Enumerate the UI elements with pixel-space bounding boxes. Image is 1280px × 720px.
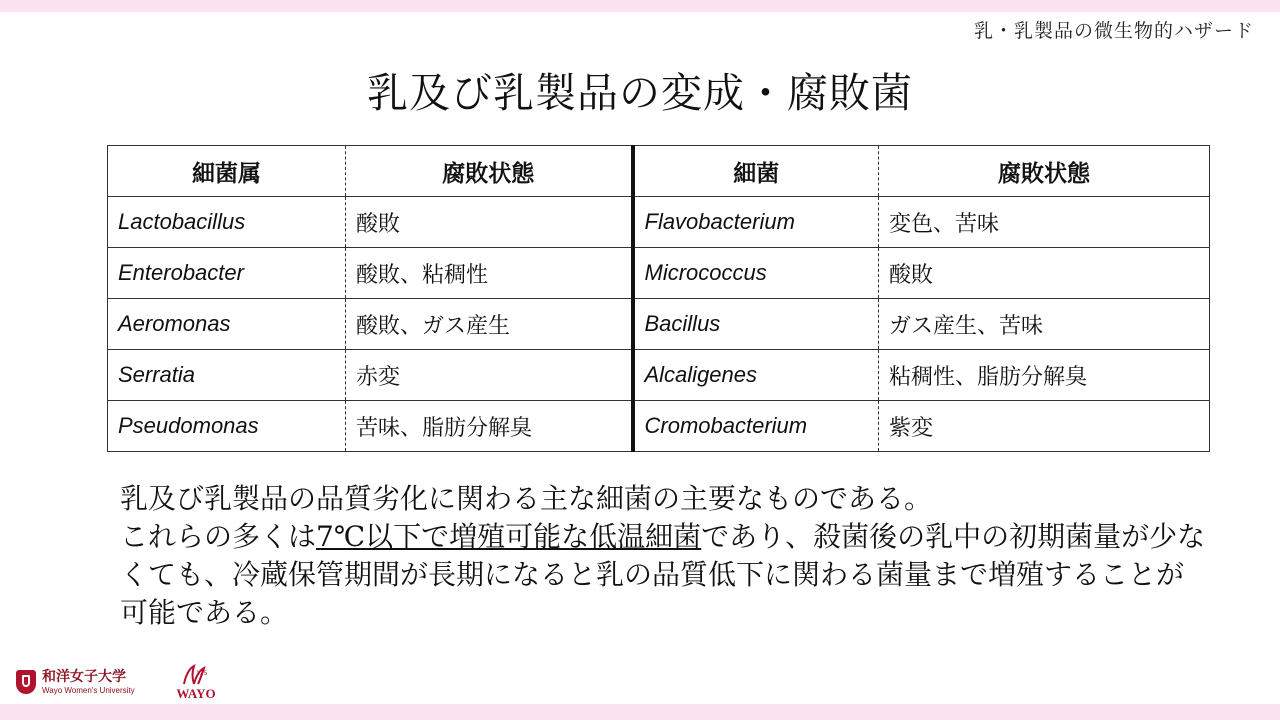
genus-cell: Lactobacillus bbox=[108, 197, 346, 248]
body-line-1: 乳及び乳製品の品質劣化に関わる主な細菌の主要なものである。 bbox=[120, 482, 933, 515]
genus-cell: Flavobacterium bbox=[633, 197, 879, 248]
body-line-2-pre: これらの多くは bbox=[120, 520, 317, 553]
wayo-wordmark: WAYO bbox=[176, 686, 216, 701]
genus-cell: Enterobacter bbox=[108, 248, 346, 299]
header-state-left: 腐敗状態 bbox=[346, 146, 633, 197]
university-name-en: Wayo Women's University bbox=[42, 685, 135, 695]
genus-cell: Alcaligenes bbox=[633, 350, 879, 401]
slide-title: 乳及び乳製品の変成・腐敗菌 bbox=[367, 69, 913, 117]
genus-cell: Micrococcus bbox=[633, 248, 879, 299]
state-cell: 酸敗 bbox=[879, 248, 1210, 299]
body-text bbox=[120, 480, 1210, 632]
state-cell: 粘稠性、脂肪分解臭 bbox=[879, 350, 1210, 401]
university-name-jp: 和洋女子大学 bbox=[42, 668, 126, 685]
section-label: 乳・乳製品の微生物的ハザード bbox=[973, 20, 1254, 42]
state-cell: ガス産生、苦味 bbox=[879, 299, 1210, 350]
state-cell: 赤変 bbox=[346, 350, 633, 401]
emblem-number: 125 bbox=[196, 670, 208, 677]
low-temperature-bacteria-highlight: 7℃以下で増殖可能な低温細菌 bbox=[316, 520, 702, 553]
header-genus-right: 細菌 bbox=[633, 146, 879, 197]
top-band bbox=[0, 0, 1280, 12]
table-row bbox=[108, 401, 1210, 452]
table-row bbox=[108, 350, 1210, 401]
genus-cell: Pseudomonas bbox=[108, 401, 346, 452]
wayo-emblem-icon bbox=[180, 664, 208, 686]
body-paragraph bbox=[120, 518, 1210, 632]
body-line-2-post: であり、殺菌後の乳中の初期菌量が少なくても、冷蔵保管期間が長期になると乳の品質低下に関わる菌量まで増殖することが可能である。 bbox=[120, 520, 1206, 629]
genus-cell: Bacillus bbox=[633, 299, 879, 350]
university-logo bbox=[16, 664, 135, 700]
header-genus-left: 細菌属 bbox=[108, 146, 346, 197]
genus-cell: Serratia bbox=[108, 350, 346, 401]
state-cell: 苦味、脂肪分解臭 bbox=[346, 401, 633, 452]
state-cell: 変色、苦味 bbox=[879, 197, 1210, 248]
spoilage-bacteria-table bbox=[107, 145, 1210, 452]
header-state-right: 腐敗状態 bbox=[879, 146, 1210, 197]
bottom-band bbox=[0, 704, 1280, 720]
genus-cell: Cromobacterium bbox=[633, 401, 879, 452]
wayo-anniversary-logo bbox=[172, 664, 220, 702]
table-row bbox=[108, 197, 1210, 248]
state-cell: 酸敗 bbox=[346, 197, 633, 248]
table-row bbox=[108, 299, 1210, 350]
table-row bbox=[108, 248, 1210, 299]
state-cell: 酸敗、粘稠性 bbox=[346, 248, 633, 299]
table-header-row bbox=[108, 146, 1210, 197]
genus-cell: Aeromonas bbox=[108, 299, 346, 350]
state-cell: 紫変 bbox=[879, 401, 1210, 452]
state-cell: 酸敗、ガス産生 bbox=[346, 299, 633, 350]
university-crest-icon bbox=[16, 670, 36, 694]
